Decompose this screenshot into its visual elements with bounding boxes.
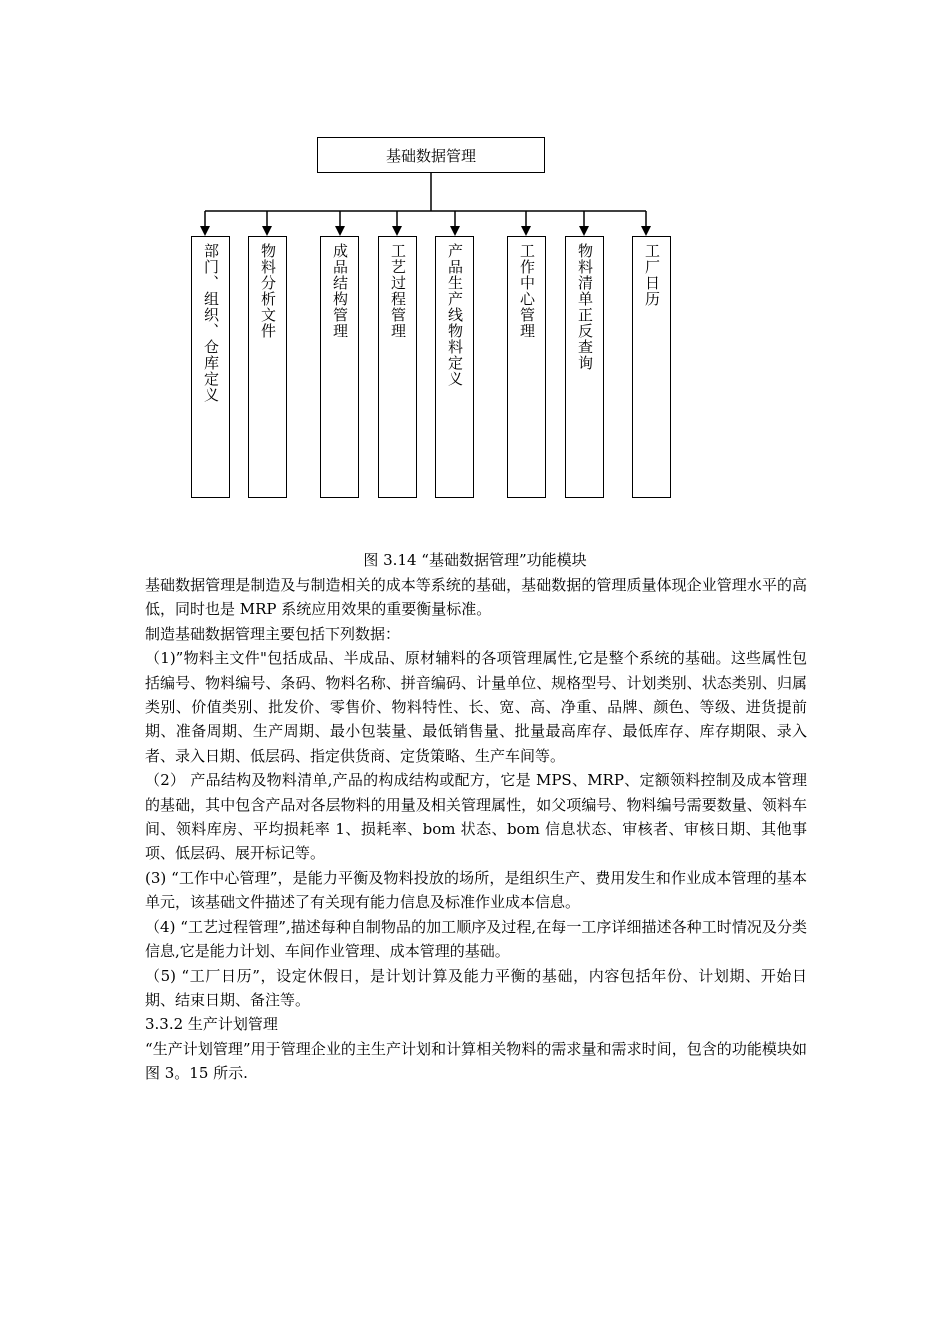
child-node-dept-org-warehouse [191, 236, 230, 498]
child-node-product-structure [320, 236, 359, 498]
child-node-label: 物料清单正反查询 [576, 243, 594, 371]
paragraph: 制造基础数据管理主要包括下列数据： [145, 624, 401, 643]
child-node-work-center [507, 236, 546, 498]
child-node-bom-query [565, 236, 604, 498]
branch-arrow [335, 211, 345, 236]
paragraph: （1)”物料主文件"包括成品、半成品、原材辅料的各项管理属性,它是整个系统的基础。这些属性包括编号、物料编号、条码、物料名称、拼音编码、计量单位、规格型号、计划类别、状态类别、归属类别、价值类别、批发价、零售价、物料特性、长、宽、高、净重、品牌、颜色、等级、进货提前期、准备周期、生产周期、最小包装量、最低销售量、批量最高库存、最低库存、库存期限、录入者、录入日期、低层码、指定供货商、定货策略、生产车间等。 [145, 649, 807, 765]
child-node-label: 产品生产线物料定义 [446, 243, 464, 387]
paragraph: 基础数据管理是制造及与制造相关的成本等系统的基础，基础数据的管理质量体现企业管理水平的高低，同时也是 MRP 系统应用效果的重要衡量标准。 [145, 576, 807, 619]
paragraph: （2） 产品结构及物料清单,产品的构成结构或配方，它是 MPS、MRP、定额领料控制及成本管理的基础，其中包含产品对各层物料的用量及相关管理属性，如父项编号、物料编号需要数量、领料车间、领料库房、平均损耗率 1、损耗率、bom 状态、bom 信息状态、审核者、审核日期、其他事项、低层码、展开标记等。 [145, 771, 807, 863]
paragraph: “生产计划管理”用于管理企业的主生产计划和计算相关物料的需求量和需求时间，包含的功能模块如图 3。15 所示. [145, 1039, 807, 1083]
root-node-label: 基础数据管理 [385, 146, 476, 165]
branch-arrow [521, 211, 531, 236]
body-text [145, 573, 807, 1086]
child-node-label: 部门、组织、仓库定义 [202, 243, 220, 403]
child-node-label: 物料分析文件 [259, 243, 277, 339]
figure-caption: 图 3.14 “基础数据管理”功能模块 [363, 551, 587, 569]
branch-arrow [579, 211, 589, 236]
branch-arrow [641, 211, 651, 236]
child-node-label: 工厂日历 [643, 243, 661, 307]
child-node-production-line-material [435, 236, 474, 498]
child-node-material-analysis [248, 236, 287, 498]
section-heading: 3.3.2 生产计划管理 [145, 1015, 278, 1034]
root-node [317, 137, 545, 173]
paragraph: (3) “工作中心管理”，是能力平衡及物料投放的场所，是组织生产、费用发生和作业成本管理的基本单元，该基础文件描述了有关现有能力信息及标准作业成本信息。 [145, 868, 807, 912]
paragraph: （4) “工艺过程管理”,描述每种自制物品的加工顺序及过程,在每一工序详细描述各种工时情况及分类信息,它是能力计划、车间作业管理、成本管理的基础。 [145, 917, 807, 961]
branch-arrow [450, 211, 460, 236]
child-node-label: 工艺过程管理 [389, 243, 407, 339]
diagram-connectors [0, 0, 950, 540]
child-node-factory-calendar [632, 236, 671, 498]
branch-arrow [200, 211, 210, 236]
branch-arrows [200, 211, 651, 236]
child-node-label: 成品结构管理 [331, 243, 349, 339]
child-node-process-management [378, 236, 417, 498]
paragraph: （5) “工厂日历”，设定休假日，是计划计算及能力平衡的基础，内容包括年份、计划期、开始日期、结束日期、备注等。 [145, 966, 807, 1009]
branch-arrow [262, 211, 272, 236]
branch-arrow [392, 211, 402, 236]
child-node-label: 工作中心管理 [518, 243, 536, 339]
